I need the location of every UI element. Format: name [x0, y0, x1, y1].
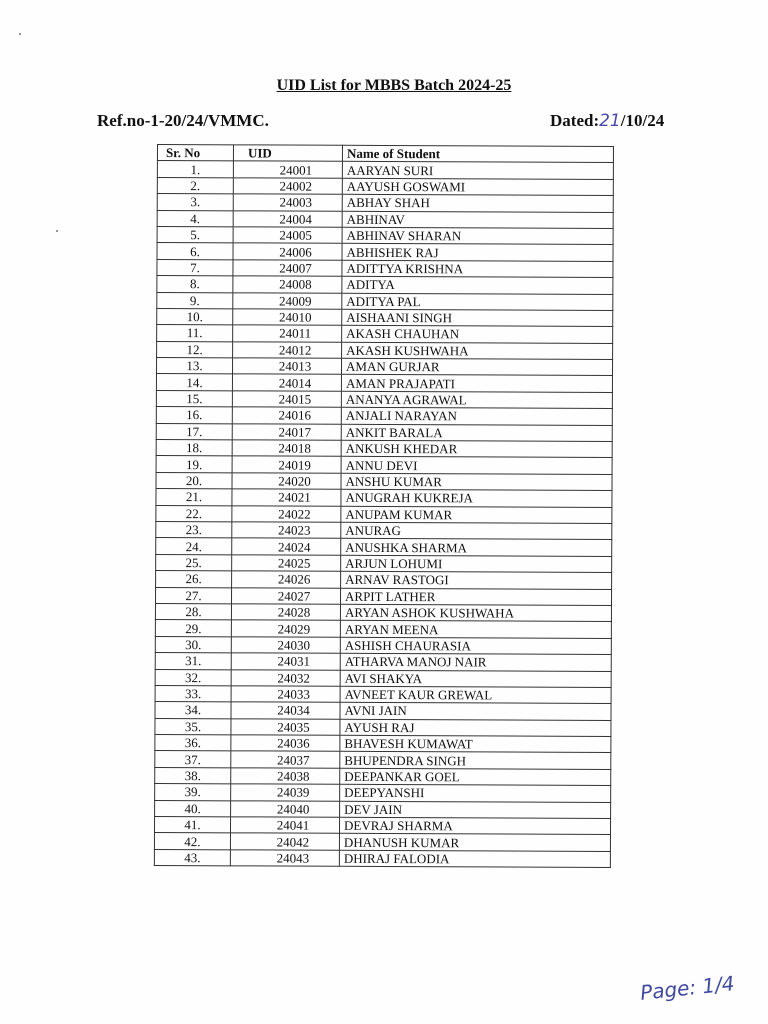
student-name-cell: ABHISHEK RAJ [342, 244, 613, 262]
date-label: Dated: [550, 111, 600, 130]
uid-cell: 24036 [231, 735, 340, 752]
table-row [157, 210, 613, 228]
sr-no-cell: 40. [155, 800, 231, 817]
table-header-row [157, 145, 613, 163]
sr-no-cell: 11. [157, 325, 233, 342]
date-month-year: /10/24 [620, 111, 665, 130]
uid-cell: 24043 [230, 850, 339, 867]
table-row [157, 177, 613, 195]
student-name-cell: BHAVESH KUMAWAT [340, 735, 611, 753]
table-row [155, 653, 611, 671]
sr-no-cell: 31. [155, 653, 231, 670]
student-name-cell: ADITYA PAL [342, 293, 613, 311]
sr-no-cell: 20. [156, 472, 232, 489]
scan-speck [19, 33, 21, 35]
uid-cell: 24029 [231, 620, 340, 637]
student-name-cell: DEEPANKAR GOEL [340, 768, 611, 786]
student-name-cell: ANANYA AGRAWAL [341, 391, 612, 409]
student-name-cell: BHUPENDRA SINGH [340, 752, 611, 770]
sr-no-cell: 28. [155, 603, 231, 620]
uid-cell: 24008 [233, 276, 342, 293]
uid-cell: 24002 [233, 178, 342, 195]
table-row [156, 554, 612, 572]
header-sr-no: Sr. No [157, 145, 233, 162]
sr-no-cell: 26. [156, 571, 232, 588]
sr-no-cell: 29. [155, 620, 231, 637]
sr-no-cell: 8. [157, 276, 233, 293]
student-name-cell: ARNAV RASTOGI [341, 571, 612, 589]
table-row [156, 489, 612, 507]
uid-cell: 24016 [232, 407, 341, 424]
scan-speck [56, 230, 58, 232]
sr-no-cell: 33. [155, 685, 231, 702]
table-row [157, 341, 613, 359]
sr-no-cell: 34. [155, 702, 231, 719]
table-row [155, 751, 611, 769]
table-row [156, 571, 612, 589]
sr-no-cell: 39. [155, 784, 231, 801]
sr-no-cell: 2. [157, 177, 233, 194]
uid-cell: 24009 [233, 292, 342, 309]
uid-cell: 24037 [231, 751, 340, 768]
uid-cell: 24001 [233, 161, 342, 178]
uid-cell: 24021 [232, 489, 341, 506]
sr-no-cell: 5. [157, 226, 233, 243]
sr-no-cell: 19. [156, 456, 232, 473]
sr-no-cell: 35. [155, 718, 231, 735]
table-row [155, 800, 611, 818]
table-row [155, 718, 611, 736]
student-name-cell: AKASH KUSHWAHA [342, 342, 613, 360]
table-row [155, 685, 611, 703]
sr-no-cell: 21. [156, 489, 232, 506]
uid-cell: 24027 [231, 587, 340, 604]
student-name-cell: ARYAN ASHOK KUSHWAHA [340, 604, 611, 622]
uid-cell: 24018 [232, 440, 341, 457]
sr-no-cell: 22. [156, 505, 232, 522]
student-name-cell: ANURAG [341, 522, 612, 540]
table-row [157, 276, 613, 294]
uid-cell: 24023 [232, 522, 341, 539]
uid-cell: 24019 [232, 456, 341, 473]
sr-no-cell: 30. [155, 636, 231, 653]
student-name-cell: ABHINAV [342, 211, 613, 229]
table-row [156, 472, 612, 490]
student-name-cell: DEVRAJ SHARMA [339, 817, 610, 835]
reference-number: Ref.no-1-20/24/VMMC. [97, 111, 269, 130]
uid-cell: 24006 [233, 243, 342, 260]
student-name-cell: ARPIT LATHER [340, 588, 611, 606]
uid-cell: 24003 [233, 194, 342, 211]
table-row [156, 390, 612, 408]
date-line [550, 111, 664, 131]
table-row [155, 620, 611, 638]
table-row [157, 194, 613, 212]
uid-cell: 24030 [231, 637, 340, 654]
sr-no-cell: 37. [155, 751, 231, 768]
sr-no-cell: 12. [157, 341, 233, 358]
student-name-cell: AAYUSH GOSWAMI [342, 178, 613, 196]
header-name: Name of Student [342, 145, 613, 163]
sr-no-cell: 16. [156, 407, 232, 424]
table-row [155, 784, 611, 802]
uid-cell: 24013 [232, 358, 341, 375]
handwritten-page-mark: Page: 1/4 [639, 971, 736, 1005]
table-row [156, 521, 612, 539]
table-row [157, 226, 613, 244]
student-name-cell: ANKIT BARALA [341, 424, 612, 442]
table-row [155, 767, 611, 785]
sr-no-cell: 38. [155, 767, 231, 784]
uid-cell: 24032 [231, 669, 340, 686]
sr-no-cell: 9. [157, 292, 233, 309]
uid-cell: 24020 [232, 473, 341, 490]
table-row [156, 407, 612, 425]
student-name-cell: DEEPYANSHI [340, 785, 611, 803]
table-row [155, 735, 611, 753]
student-name-cell: ANUPAM KUMAR [341, 506, 612, 524]
sr-no-cell: 27. [155, 587, 231, 604]
table-row [157, 325, 613, 343]
student-name-cell: ATHARVA MANOJ NAIR [340, 653, 611, 671]
uid-cell: 24005 [233, 227, 342, 244]
uid-cell: 24010 [233, 309, 342, 326]
sr-no-cell: 18. [156, 440, 232, 457]
uid-cell: 24033 [231, 686, 340, 703]
student-name-cell: ANSHU KUMAR [341, 473, 612, 491]
student-name-cell: ANNU DEVI [341, 457, 612, 475]
student-name-cell: ANUGRAH KUKREJA [341, 490, 612, 508]
uid-cell: 24040 [231, 800, 340, 817]
sr-no-cell: 14. [156, 374, 232, 391]
student-name-cell: ASHISH CHAURASIA [340, 637, 611, 655]
table-row [154, 849, 610, 867]
table-row [155, 587, 611, 605]
uid-cell: 24022 [232, 505, 341, 522]
sr-no-cell: 25. [156, 554, 232, 571]
student-name-cell: ANKUSH KHEDAR [341, 440, 612, 458]
table-row [155, 603, 611, 621]
student-name-cell: DEV JAIN [340, 801, 611, 819]
uid-cell: 24017 [232, 423, 341, 440]
uid-cell: 24031 [231, 653, 340, 670]
sr-no-cell: 13. [156, 358, 232, 375]
table-row [156, 440, 612, 458]
sr-no-cell: 7. [157, 259, 233, 276]
page-title: UID List for MBBS Batch 2024-25 [276, 77, 512, 94]
uid-cell: 24004 [233, 210, 342, 227]
table-row [157, 243, 613, 261]
uid-cell: 24011 [233, 325, 342, 342]
uid-cell: 24026 [232, 571, 341, 588]
sr-no-cell: 10. [157, 308, 233, 325]
student-name-cell: AVNEET KAUR GREWAL [340, 686, 611, 704]
sr-no-cell: 17. [156, 423, 232, 440]
table-row [156, 538, 612, 556]
sr-no-cell: 24. [156, 538, 232, 555]
table-row [157, 259, 613, 277]
student-name-cell: ADITYA [342, 276, 613, 294]
table-row [156, 358, 612, 376]
table-row [156, 423, 612, 441]
uid-cell: 24014 [232, 374, 341, 391]
sr-no-cell: 6. [157, 243, 233, 260]
student-name-cell: AMAN PRAJAPATI [341, 375, 612, 393]
table-row [154, 833, 610, 851]
uid-cell: 24024 [232, 538, 341, 555]
sr-no-cell: 15. [156, 390, 232, 407]
handwritten-day: 21 [599, 111, 621, 131]
uid-cell: 24042 [230, 833, 339, 850]
uid-cell: 24015 [232, 391, 341, 408]
student-name-cell: AVNI JAIN [340, 703, 611, 721]
table-row [155, 636, 611, 654]
uid-cell: 24038 [231, 768, 340, 785]
student-name-cell: AVI SHAKYA [340, 670, 611, 688]
uid-cell: 24034 [231, 702, 340, 719]
uid-cell: 24012 [233, 342, 342, 359]
table-row [157, 308, 613, 326]
sr-no-cell: 23. [156, 521, 232, 538]
student-name-cell: AKASH CHAUHAN [342, 326, 613, 344]
sr-no-cell: 3. [157, 194, 233, 211]
student-name-cell: ANJALI NARAYAN [341, 408, 612, 426]
table-row [157, 161, 613, 179]
uid-table [154, 144, 614, 868]
student-name-cell: DHANUSH KUMAR [339, 834, 610, 852]
student-name-cell: ADITTYA KRISHNA [342, 260, 613, 278]
table-row [157, 292, 613, 310]
student-name-cell: ABHAY SHAH [342, 194, 613, 212]
sr-no-cell: 43. [154, 849, 230, 866]
table-row [154, 817, 610, 835]
table-row [155, 669, 611, 687]
header-uid: UID [233, 145, 342, 162]
student-name-cell: ARJUN LOHUMI [341, 555, 612, 573]
student-name-cell: AISHAANI SINGH [342, 309, 613, 327]
table-row [156, 374, 612, 392]
student-name-cell: AMAN GURJAR [341, 358, 612, 376]
uid-cell: 24028 [231, 604, 340, 621]
table-row [155, 702, 611, 720]
student-name-cell: ABHINAV SHARAN [342, 227, 613, 245]
sr-no-cell: 1. [157, 161, 233, 178]
sr-no-cell: 32. [155, 669, 231, 686]
sr-no-cell: 4. [157, 210, 233, 227]
uid-cell: 24041 [230, 817, 339, 834]
uid-cell: 24035 [231, 719, 340, 736]
student-name-cell: DHIRAJ FALODIA [339, 850, 610, 868]
sr-no-cell: 36. [155, 735, 231, 752]
uid-cell: 24025 [232, 555, 341, 572]
student-name-cell: AYUSH RAJ [340, 719, 611, 737]
student-name-cell: ANUSHKA SHARMA [341, 539, 612, 557]
student-name-cell: AARYAN SURI [342, 162, 613, 180]
uid-cell: 24007 [233, 260, 342, 277]
table-row [156, 456, 612, 474]
table-row [156, 505, 612, 523]
uid-cell: 24039 [231, 784, 340, 801]
sr-no-cell: 42. [154, 833, 230, 850]
sr-no-cell: 41. [154, 817, 230, 834]
student-name-cell: ARYAN MEENA [340, 621, 611, 639]
